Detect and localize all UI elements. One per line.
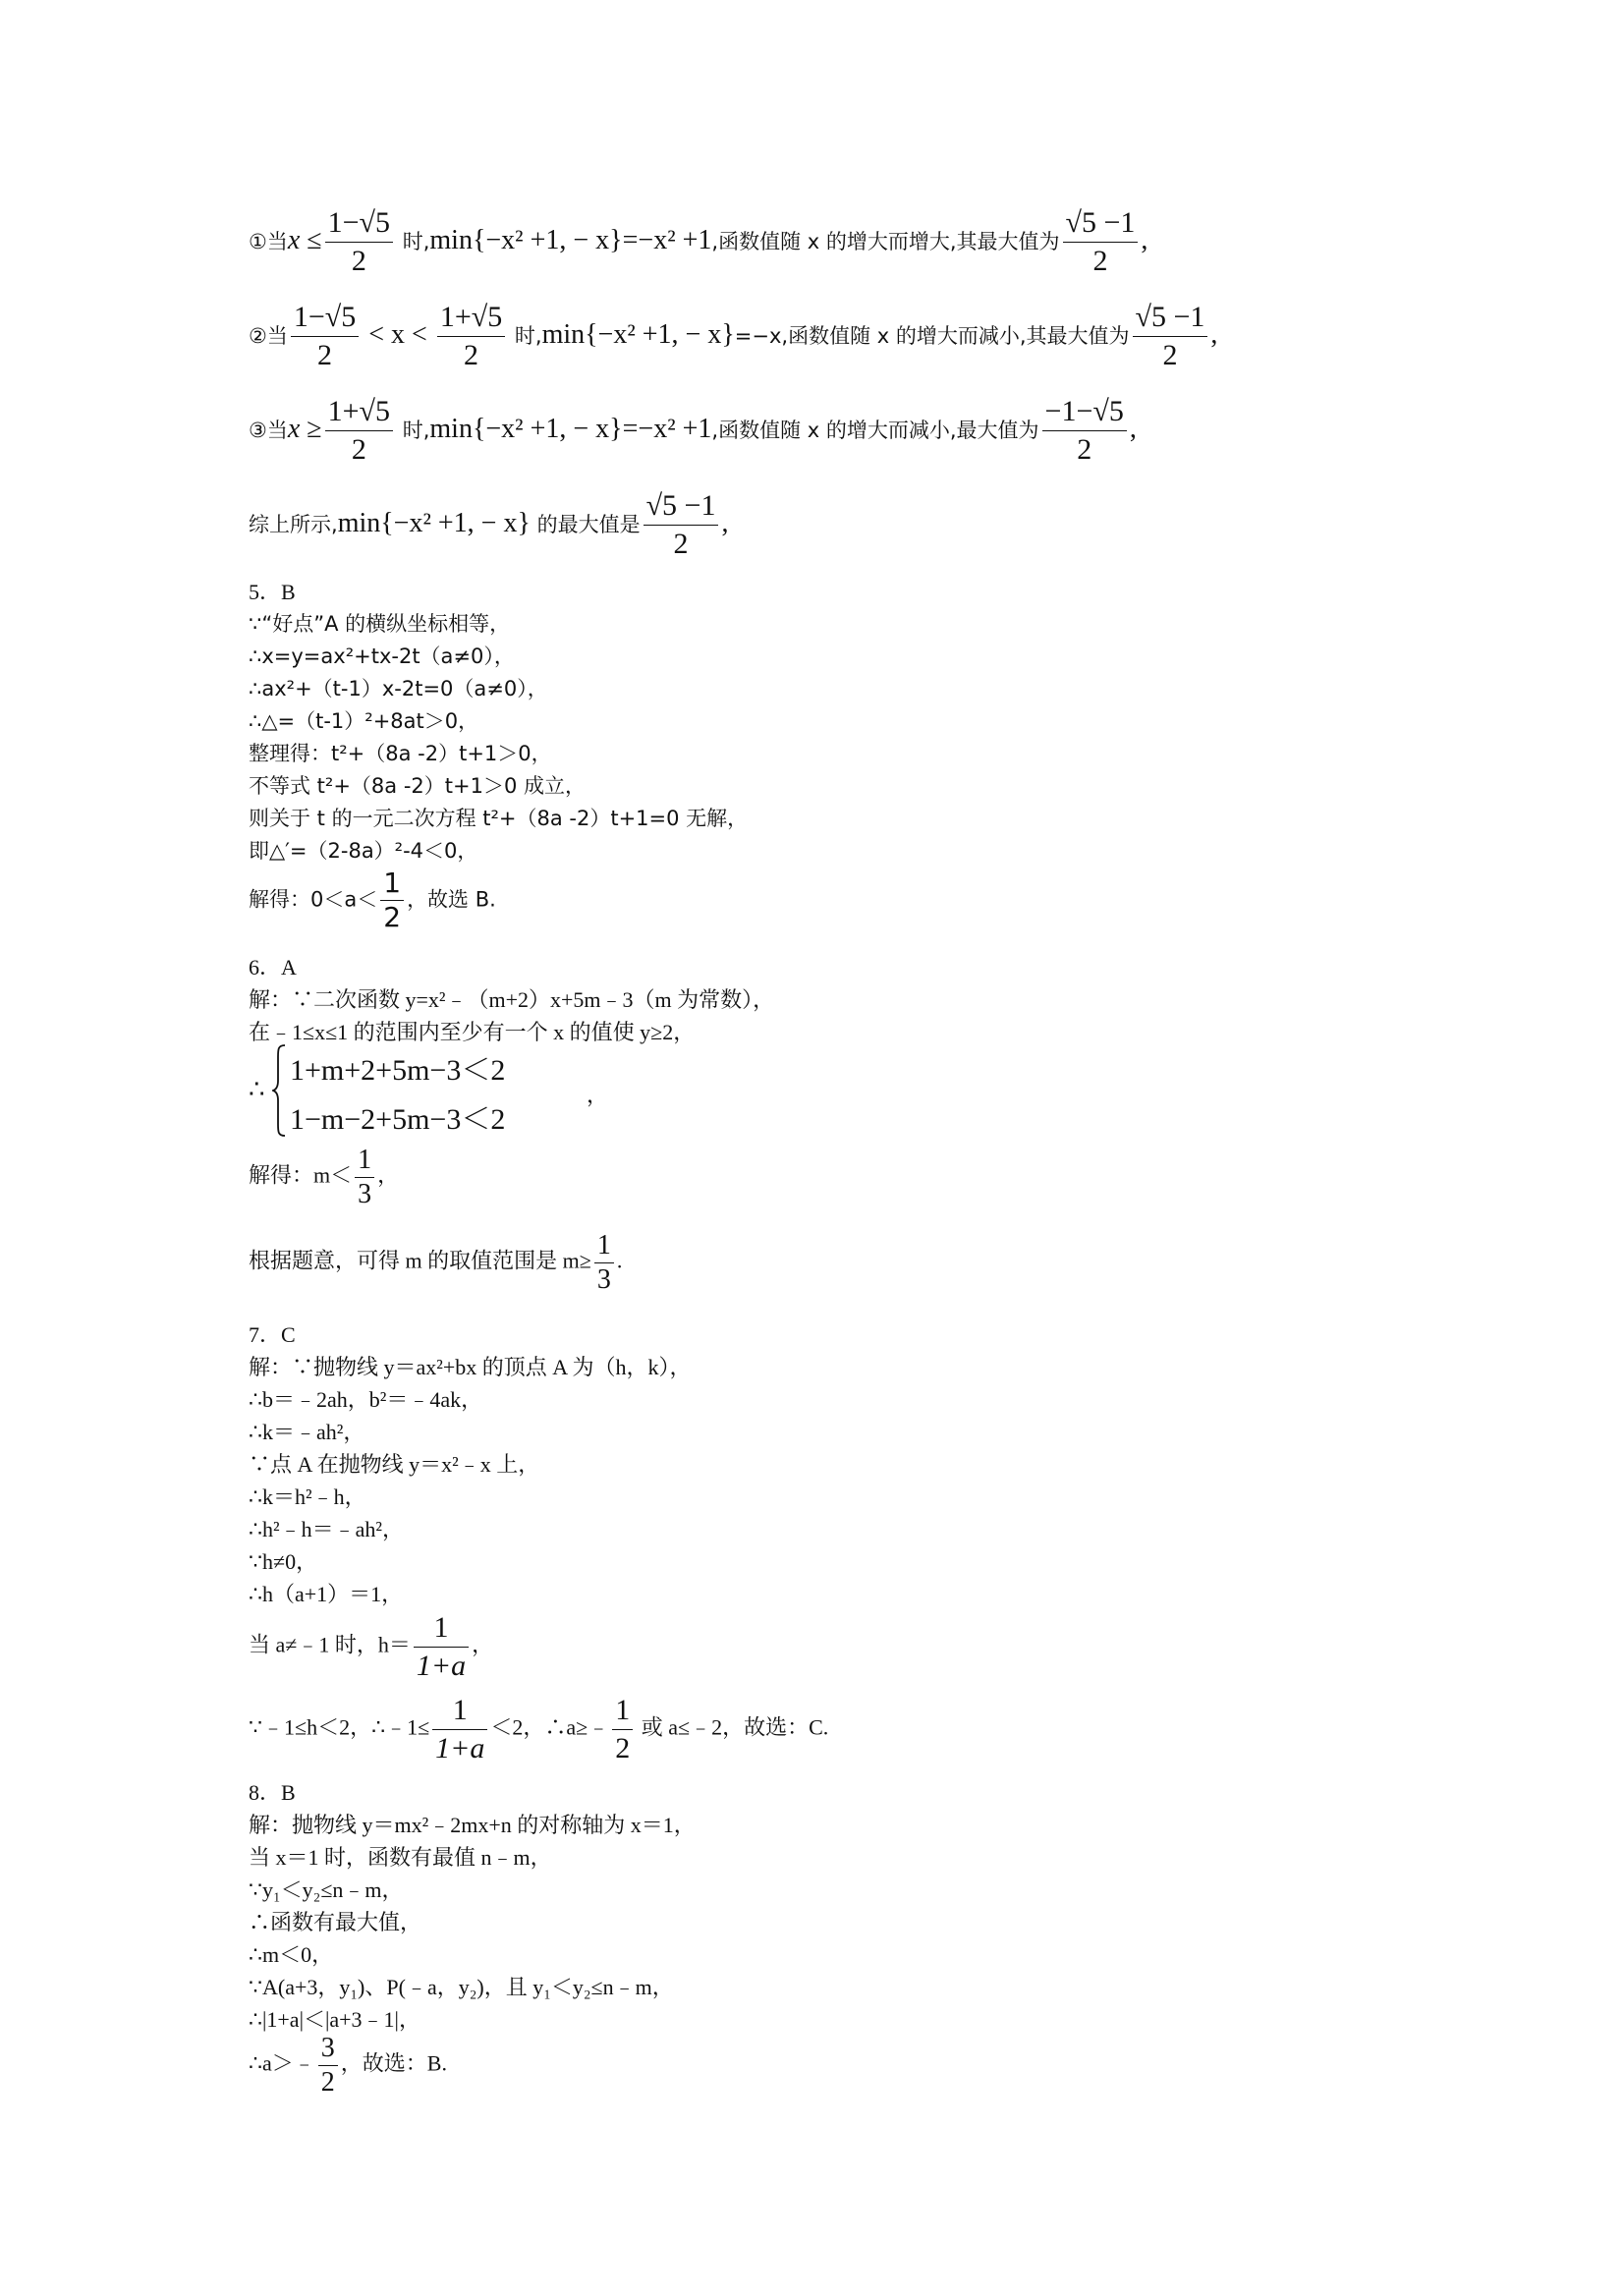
fraction-numerator: 3 — [318, 2034, 338, 2066]
fraction-denominator: 2 — [351, 245, 366, 277]
case-3-rel: ≥ — [300, 413, 322, 444]
q8-heading: 8．B — [249, 1780, 296, 1805]
fraction-numerator: 1 — [355, 1146, 374, 1178]
q6-range-lead: 根据题意，可得 m 的取值范围是 m≥ — [249, 1248, 591, 1273]
q8-answer-fraction — [318, 2034, 338, 2098]
case-3-line — [249, 395, 1137, 467]
fraction-numerator: 1 — [432, 1694, 487, 1730]
case-3-tail: ,函数值随 x 的增大而减小,最大值为 — [711, 418, 1039, 442]
q5-heading: 5．B — [249, 580, 296, 604]
case-2-right-fraction — [437, 301, 505, 372]
fraction-denominator: 2 — [673, 528, 689, 560]
q7-line-1: 解：∵抛物线 y＝ax²+bx 的顶点 A 为（h，k）， — [249, 1355, 692, 1379]
fraction-numerator: 1 — [594, 1231, 614, 1263]
left-brace-icon — [272, 1043, 286, 1138]
q7-range-fraction — [432, 1694, 487, 1765]
case-3-lead: ③当 — [249, 418, 288, 442]
fraction-denominator: 2 — [464, 339, 478, 371]
q7-heading: 7．C — [249, 1322, 296, 1347]
case-1-tail: ,函数值随 x 的增大而增大,其最大值为 — [711, 229, 1060, 253]
q5-solution-lead: 解得：0＜a＜ — [249, 887, 378, 912]
case-2-left-fraction — [291, 301, 359, 372]
fraction-numerator: 1+√5 — [437, 301, 505, 337]
fraction-numerator: −1−√5 — [1042, 395, 1127, 431]
case-3-bound-fraction — [325, 395, 393, 467]
fraction-numerator: 1 — [414, 1611, 469, 1648]
q8-line-3: ∵y₁＜y₂≤n﹣m， — [249, 1877, 404, 1902]
fraction-denominator: 2 — [615, 1732, 631, 1764]
q6-line-4 — [249, 1231, 622, 1295]
q5-line-6: 不等式 t²+（8a -2）t+1＞0 成立， — [249, 774, 586, 798]
q5-line-9 — [249, 868, 496, 932]
q5-line-4: ∴△=（t-1）²+8at＞0， — [249, 709, 479, 733]
q7-h-tail: ， — [472, 1632, 494, 1657]
q7-line-9 — [249, 1611, 493, 1683]
q7-line-8: ∴h（a+1）＝1， — [249, 1582, 404, 1606]
q8-line-7: ∴|1+a|＜|a+3﹣1|， — [249, 2007, 420, 2032]
case-2-answer-fraction — [1133, 301, 1208, 372]
q8-line-4: ∴函数有最大值， — [249, 1910, 422, 1934]
case-1-lead: ①当 — [249, 229, 288, 253]
case-3-mid: 时, — [396, 418, 430, 442]
q5-line-2: ∴x=y=ax²+tx-2t（a≠0）， — [249, 644, 515, 668]
fraction-numerator: 1−√5 — [325, 206, 393, 243]
q7-line-4: ∵点 A 在抛物线 y＝x²﹣x 上， — [249, 1452, 540, 1477]
summary-lead: 综上所示, — [249, 512, 338, 536]
q6-range-tail: . — [616, 1248, 623, 1273]
q6-inequality-2: 1−m−2+5m−3＜2 — [290, 1103, 506, 1136]
q5-line-1: ∵“好点”A 的横纵坐标相等， — [249, 612, 511, 636]
summary-answer-fraction — [644, 489, 719, 561]
q8-line-5: ∴m＜0， — [249, 1942, 334, 1967]
fraction-numerator: 1+√5 — [325, 395, 393, 431]
q6-inequality-1: 1+m+2+5m−3＜2 — [290, 1054, 506, 1087]
q6-solution-fraction — [355, 1146, 374, 1209]
case-1-eq: =−x² +1 — [622, 224, 712, 255]
fraction-denominator: 3 — [358, 1179, 372, 1209]
q6-system-comma: ， — [587, 1084, 609, 1108]
fraction-denominator: 2 — [1162, 339, 1178, 371]
fraction-numerator: √5 −1 — [1133, 301, 1208, 337]
q8-answer-tail: ，故选：B. — [340, 2050, 447, 2076]
case-3-eq: =−x² +1 — [622, 413, 712, 444]
fraction-denominator: 2 — [383, 901, 402, 933]
case-2-mid: 时, — [508, 323, 542, 348]
q8-line-6: ∵A(a+3，y₁)、P(﹣a，y₂)，且 y₁＜y₂≤n﹣m， — [249, 1975, 674, 1999]
q8-line-8 — [249, 2034, 447, 2098]
summary-line — [249, 489, 728, 561]
q7-range-lead: ∵﹣1≤h＜2，∴﹣1≤ — [249, 1714, 430, 1740]
fraction-denominator: 2 — [1077, 433, 1092, 466]
case-1-answer-fraction — [1063, 206, 1139, 278]
q6-range-fraction — [594, 1231, 614, 1295]
min-expression: min{−x² +1, − x} — [541, 318, 735, 350]
case-1-end: , — [1141, 224, 1148, 255]
fraction-numerator: √5 −1 — [1063, 206, 1139, 243]
fraction-numerator: 1 — [612, 1694, 633, 1730]
fraction-numerator: 1 — [380, 868, 404, 901]
case-1-rel: ≤ — [300, 224, 322, 255]
fraction-denominator: 2 — [1092, 245, 1108, 277]
q8-answer-lead: ∴a＞﹣ — [249, 2050, 315, 2076]
case-3-answer-fraction — [1042, 395, 1127, 467]
q8-line-1: 解：抛物线 y＝mx²﹣2mx+n 的对称轴为 x＝1， — [249, 1813, 696, 1837]
fraction-denominator: 2 — [351, 433, 366, 466]
case-3-var: x — [287, 413, 301, 444]
case-2-lead: ②当 — [249, 323, 288, 348]
case-2-end: , — [1210, 318, 1218, 350]
min-expression: min{−x² +1, − x} — [429, 413, 623, 444]
case-2-line — [249, 301, 1217, 372]
q5-line-5: 整理得：t²+（8a -2）t+1＞0， — [249, 742, 552, 765]
q5-line-3: ∴ax²+（t-1）x-2t=0（a≠0）， — [249, 677, 548, 700]
q7-range-mid: ＜2，∴a≥﹣ — [490, 1714, 610, 1740]
q7-answer-fraction — [612, 1694, 633, 1765]
case-1-line — [249, 206, 1147, 278]
min-expression: min{−x² +1, − x} — [429, 224, 623, 255]
q7-range-tail: 或 a≤﹣2，故选：C. — [636, 1714, 829, 1740]
q6-line-3 — [249, 1146, 399, 1209]
case-1-bound-fraction — [325, 206, 393, 278]
q7-line-3: ∴k＝﹣ah²， — [249, 1420, 365, 1444]
fraction-denominator: 1+a — [435, 1732, 485, 1764]
q7-line-5: ∴k＝h²﹣h， — [249, 1484, 366, 1509]
q7-line-2: ∴b＝﹣2ah，b²＝﹣4ak， — [249, 1387, 483, 1412]
q7-line-6: ∴h²﹣h＝﹣ah²， — [249, 1517, 404, 1541]
fraction-denominator: 3 — [596, 1264, 611, 1295]
q6-line-1: 解：∵二次函数 y=x²﹣（m+2）x+5m﹣3（m 为常数）， — [249, 987, 775, 1012]
q6-line-2: 在﹣1≤x≤1 的范围内至少有一个 x 的值使 y≥2， — [249, 1020, 696, 1044]
min-expression: min{−x² +1, − x} — [337, 507, 531, 538]
q5-solution-tail: ，故选 B. — [407, 887, 496, 912]
case-3-end: , — [1129, 413, 1137, 444]
case-2-inequality: < x < — [362, 318, 434, 350]
q8-line-2: 当 x＝1 时，函数有最值 n﹣m， — [249, 1845, 552, 1870]
therefore-symbol: ∴ — [249, 1075, 265, 1104]
fraction-numerator: 1−√5 — [291, 301, 359, 337]
q7-line-7: ∵h≠0， — [249, 1549, 318, 1574]
q7-h-fraction — [414, 1611, 469, 1683]
q7-line-10 — [249, 1694, 828, 1765]
q6-solution-lead: 解得：m＜ — [249, 1162, 353, 1188]
summary-tail: 的最大值是 — [530, 512, 641, 536]
case-2-tail: =−x,函数值随 x 的增大而减小,其最大值为 — [734, 323, 1130, 348]
case-1-mid: 时, — [396, 229, 430, 253]
q5-line-7: 则关于 t 的一元二次方程 t²+（8a -2）t+1=0 无解， — [249, 807, 749, 830]
q7-h-lead: 当 a≠﹣1 时，h＝ — [249, 1632, 411, 1657]
q5-line-8: 即△′=（2-8a）²-4＜0， — [249, 839, 478, 863]
summary-end: , — [721, 507, 729, 538]
fraction-denominator: 2 — [317, 339, 333, 371]
q6-solution-tail: ， — [377, 1162, 400, 1188]
fraction-denominator: 1+a — [416, 1650, 467, 1682]
fraction-denominator: 2 — [320, 2067, 335, 2098]
case-1-var: x — [287, 224, 301, 255]
q6-heading: 6．A — [249, 955, 297, 980]
q5-solution-fraction — [380, 868, 404, 932]
fraction-numerator: √5 −1 — [644, 489, 719, 526]
